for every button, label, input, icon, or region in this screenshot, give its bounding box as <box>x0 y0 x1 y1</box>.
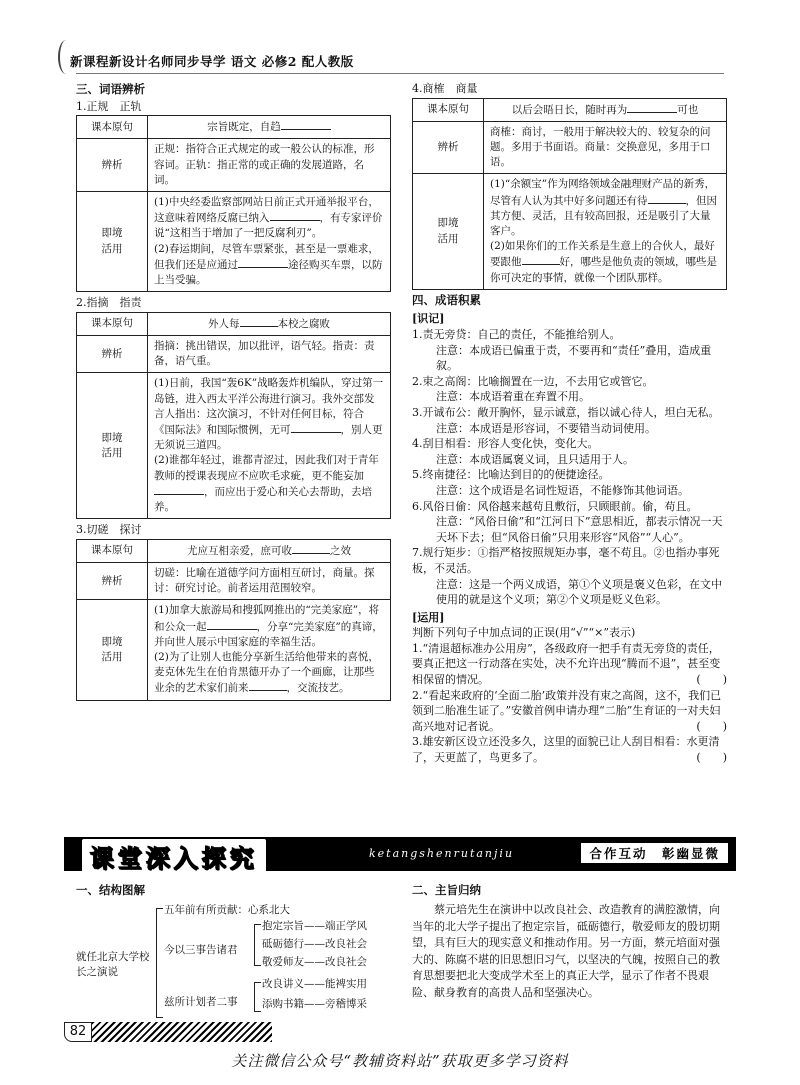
word-pair-label: 2.指摘 指责 <box>76 296 142 310</box>
bracket <box>254 924 261 966</box>
section-title-summary: 二、主旨归纳 <box>412 883 481 897</box>
idiom-list <box>412 327 727 608</box>
row-key: 课本原句 <box>413 98 484 121</box>
practice-sentence: ，别人更无须说三道四。 <box>154 424 383 452</box>
idiom-definition: 7.规行矩步：①指严格按照规矩办事，毫不苟且。②也指办事死板，不灵活。 <box>412 546 720 575</box>
row-key: 辨析 <box>77 563 148 600</box>
judge-text: 2.“看起来政府的‘全面二胎’政策并没有束之高阁，这不，我们已领到二胎准生证了。”安徽首例申请办理“二胎”生育证的一对夫妇高兴地对记者说。 <box>412 688 722 733</box>
judge-item <box>412 641 727 688</box>
row-key: 即境 活用 <box>413 174 484 289</box>
fill-blank[interactable] <box>627 102 677 113</box>
word-analysis-table <box>412 98 727 290</box>
row-key: 课本原句 <box>77 116 148 139</box>
original-sentence: 本校之腐败 <box>277 317 330 330</box>
left-column <box>76 80 391 704</box>
fill-blank[interactable] <box>154 484 204 495</box>
practice-sentence: 途径购买车票，以防上当受骗。 <box>154 258 383 287</box>
section-title-structure: 一、结构图解 <box>76 883 145 897</box>
row-key: 课本原句 <box>77 312 148 335</box>
row-key: 课本原句 <box>77 539 148 562</box>
original-sentence: 外人每 <box>208 317 240 330</box>
banner-title: 课堂深入探究 <box>82 839 266 874</box>
word-pair-label: 4.商榷 商量 <box>412 82 478 95</box>
row-key: 即境 活用 <box>77 600 148 700</box>
answer-parentheses[interactable]: ( ) <box>696 719 727 733</box>
idiom-note: 注意：这是一个两义成语，第①个义项是褒义色彩，在文中使用的就是这个义项；第②个义项是贬义色彩。 <box>436 577 722 607</box>
practice-sentence: (2)谁都年轻过，谁都青涩过，因此我们对于青年教师的授课表现应不应吹毛求疵，更不能妄加 <box>154 454 379 482</box>
idiom-item <box>412 327 727 374</box>
judge-text: 1.“清退超标准办公用房”，各级政府一把手有责无旁贷的责任，要真正把这一行动落在实处，决不允许出现“腾而不退”，甚至变相保留的情况。 <box>412 641 721 687</box>
row-value <box>484 98 727 121</box>
footer-note: 关注微信公众号“教辅资料站”获取更多学习资料 <box>231 1052 569 1070</box>
practice-text <box>148 192 391 292</box>
practice-sentence: ，分享“完美家庭”的真谛，并向世人展示中国家庭的幸福生活。 <box>154 620 383 648</box>
practice-sentence: (2)为了让别人也能分享新生活给他带来的喜悦，麦克休先生在伯肯黑德开办了一个画廊，让那些业余的艺术家们前来 <box>154 651 379 695</box>
structure-leaf: 添购书籍——旁稽博采 <box>262 998 367 1010</box>
word-pair-label: 3.切磋 探讨 <box>76 523 142 537</box>
judge-item <box>412 734 727 765</box>
summary-section <box>412 880 727 1001</box>
idiom-definition: 1.责无旁贷：自己的责任，不能推给别人。 <box>412 328 621 342</box>
structure-leaf: 敬爱师友——改良社会 <box>262 956 367 968</box>
original-sentence: 宗旨既定，自趋 <box>207 121 281 134</box>
practice-sentence: (1)中央经委监察部网站日前正式开通举报平台，这意味着网络反腐已纳入 <box>154 196 379 225</box>
idiom-note: 注意：这个成语是名词性短语，不能修饰其他词语。 <box>436 483 689 497</box>
analysis-text: 切磋：比喻在道德学问方面相互研讨，商量。探讨：研究讨论。前者运用范围较窄。 <box>148 563 391 600</box>
row-value <box>148 116 391 139</box>
section-title-word-analysis: 三、词语辨析 <box>76 82 145 96</box>
row-key: 辨析 <box>77 139 148 192</box>
idiom-note: 注意：本成语属褒义词，且只适用于人。 <box>436 452 634 466</box>
practice-sentence: ，有专家评价说“这相当于增加了一把反腐利刃”。 <box>154 212 383 240</box>
structure-root: 就任北京大学校长之演说 <box>76 951 150 978</box>
idiom-definition: 2.束之高阁：比喻搁置在一边，不去用它或管它。 <box>412 374 654 388</box>
idiom-definition: 6.风俗日偷：风俗越来越苟且敷衍，只顾眼前。偷，苟且。 <box>412 499 698 513</box>
row-key: 辨析 <box>77 336 148 373</box>
idiom-definition: 5.终南捷径：比喻达到目的的便捷途径。 <box>412 468 610 482</box>
structure-node: 今以三事告诸君 <box>164 944 238 956</box>
row-value <box>148 312 391 335</box>
fill-blank[interactable] <box>522 254 560 265</box>
idiom-item <box>412 374 727 405</box>
practice-sentence: (1)日前，我国“轰6K”战略轰炸机编队，穿过第一岛链，进入西太平洋公海进行演习。我外交部发言人指出：这次演习，不针对任何目标，符合《国际法》和国际惯例，无可 <box>154 377 384 437</box>
structure-node: 兹所计划者二事 <box>164 996 238 1008</box>
idiom-definition: 3.开诚布公：敞开胸怀，显示诚意，指以诚心待人，坦白无私。 <box>412 405 720 419</box>
bracket <box>254 982 261 1012</box>
idiom-item <box>412 467 727 498</box>
word-analysis-table <box>76 539 391 701</box>
fill-blank[interactable] <box>240 316 278 327</box>
section-banner <box>64 837 736 871</box>
idiom-note: 注意：本成语是形容词，不要错当动词使用。 <box>436 421 656 435</box>
fill-blank[interactable] <box>270 210 320 221</box>
banner-pinyin: ketangshenrutanjiu <box>369 847 515 860</box>
practice-text <box>148 600 391 700</box>
memorize-label: [识记] <box>412 312 445 326</box>
judge-item <box>412 688 727 735</box>
structure-leaf: 砥砺德行——改良社会 <box>262 938 367 950</box>
word-analysis-table <box>76 115 391 292</box>
original-sentence: 可也 <box>677 103 699 116</box>
header-rule <box>76 73 724 74</box>
idiom-note: 注意：“风俗日偷”和“江河日下”意思相近，都表示情况一天天坏下去；但“风俗日偷”只用来形容“风俗”“人心”。 <box>436 515 723 544</box>
analysis-text: 正规：指符合正式规定的或一般公认的标准，形容词。正轨：指正常的或正确的发展道路，名词。 <box>148 139 391 192</box>
analysis-text: 指摘：挑出错误，加以批评，语气轻。指责：责备，语气重。 <box>148 336 391 373</box>
idiom-note: 注意：本成语着重在弃置不用。 <box>436 390 590 404</box>
banner-tag: 合作互动 彰幽显微 <box>581 843 728 863</box>
practice-sentence: 好，哪些是他负责的领域，哪些是你可决定的事情，就像一个团队那样。 <box>490 256 717 284</box>
structure-leaf: 改良讲义——能裨实用 <box>262 978 367 990</box>
page-header: 新课程新设计名师同步导学 语文 必修2 配人教版 <box>70 54 354 69</box>
idiom-item <box>412 545 727 607</box>
practice-sentence: (1)“余额宝”作为网络领域金融理财产品的新秀，尽管有人认为其中好多问题还有待 <box>490 178 716 207</box>
page-number-hatch-decoration <box>92 1022 272 1042</box>
word-pair-label: 1.正规 正轨 <box>76 99 142 113</box>
fill-blank[interactable] <box>238 257 288 268</box>
idiom-item <box>412 405 727 436</box>
row-value <box>148 539 391 562</box>
apply-label: [运用] <box>412 610 445 624</box>
structure-node: 五年前有所贡献：心系北大 <box>164 904 290 916</box>
original-sentence: 尤应互相亲爱，庶可收 <box>187 544 292 557</box>
section-title-idioms: 四、成语积累 <box>412 292 481 307</box>
idiom-definition: 4.刮目相看：形容人变化快，变化大。 <box>412 437 599 451</box>
fill-blank[interactable] <box>207 619 257 630</box>
practice-sentence: (2)春运期间，尽管车票紧张，甚至是一票难求，但我们还是应通过 <box>154 242 379 271</box>
idiom-item <box>412 436 727 467</box>
structure-section <box>76 880 396 1032</box>
fill-blank[interactable] <box>291 422 341 433</box>
right-column <box>412 80 727 766</box>
answer-parentheses[interactable]: ( ) <box>696 751 727 765</box>
original-sentence: 之效 <box>330 544 351 557</box>
practice-text <box>148 373 391 519</box>
summary-paragraph: 蔡元培先生在演讲中以改良社会、改造教育的满腔激情，向当年的北大学子提出了抱定宗旨，砥砺德行，敬爱师友的殷切期望，具有巨大的现实意义和推动作用。另一方面，蔡元培面对强大的、陈腐不堪的旧思想旧习气，以坚决的气魄，按照自己的教育思想要把北大变成学术至上的真正大学，显示了作者不畏艰险、献身教育的高贵人品和坚强决心。 <box>412 903 720 999</box>
row-key: 辨析 <box>413 121 484 174</box>
fill-blank[interactable] <box>249 680 287 691</box>
practice-sentence: (2)如果你们的工作关系是生意上的合伙人，最好要跟他 <box>490 240 715 269</box>
judge-instruction: 判断下列句子中加点词的正误(用“√”“×”表示) <box>412 626 636 640</box>
answer-parentheses[interactable]: ( ) <box>696 673 727 687</box>
row-key: 即境 活用 <box>77 192 148 292</box>
judge-text: 3.雄安新区设立还没多久，这里的面貌已让人刮目相看：水更清了，天更蓝了，鸟更多了。 <box>412 735 720 765</box>
practice-sentence: (1)加拿大旅游局和搜狐网推出的“完美家庭”，将和公众一起 <box>154 604 380 633</box>
row-key: 即境 活用 <box>77 373 148 519</box>
page-number: 82 <box>64 1022 92 1042</box>
fill-blank[interactable] <box>281 119 331 130</box>
idiom-note: 注意：本成语已偏重于责，不要再和“责任”叠用，造成重叙。 <box>436 343 712 373</box>
word-analysis-table <box>76 312 391 519</box>
practice-sentence: ，但因其方便、灵活，且有较高回报，还是吸引了大量客户。 <box>490 194 717 238</box>
fill-blank[interactable] <box>648 193 686 204</box>
fill-blank[interactable] <box>292 543 330 554</box>
practice-sentence: ，交流技艺。 <box>286 682 350 695</box>
idiom-item <box>412 499 727 546</box>
practice-sentence: ，而应出于爱心和关心去帮助，去培养。 <box>154 485 372 514</box>
analysis-text: 商榷：商讨，一般用于解决较大的、较复杂的问题。多用于书面语。商量：交换意见，多用于口语。 <box>484 121 727 174</box>
structure-diagram <box>76 902 396 1032</box>
original-sentence: 以后会晤日长，随时再为 <box>511 103 628 116</box>
bracket <box>156 908 163 1018</box>
practice-text <box>484 174 727 289</box>
structure-leaf: 抱定宗旨——端正学风 <box>262 920 367 932</box>
